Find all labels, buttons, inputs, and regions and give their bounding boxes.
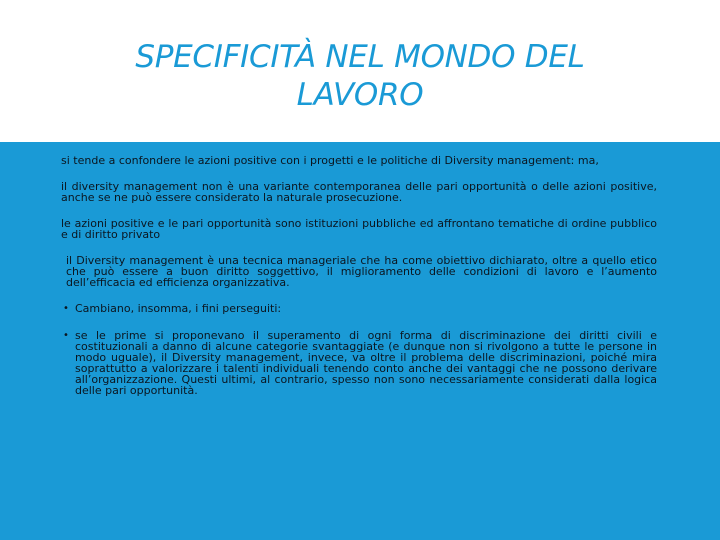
- body-paragraph: si tende a confondere le azioni positive con i progetti e le politiche di Diversity management: ma,: [61, 154, 599, 167]
- bullet-icon: •: [63, 330, 69, 341]
- body-paragraph: il Diversity management è una tecnica manageriale che ha come obiettivo dichiarato, oltre a quello etico che può essere a buon diritto soggettivo, il miglioramento delle condizioni di lavoro e l’aumento dell’efficacia ed efficienza organizzativa.: [66, 254, 657, 289]
- slide-title: [60, 38, 660, 114]
- list-item: [61, 303, 657, 314]
- slide-title-line-2: LAVORO: [296, 77, 424, 113]
- body-paragraph: il diversity management non è una variante contemporanea delle pari opportunità o delle azioni positive, anche se ne può essere considerato la naturale prosecuzione.: [61, 180, 657, 204]
- list-item: [61, 330, 657, 396]
- body-paragraph: le azioni positive e le pari opportunità sono istituzioni pubbliche ed affrontano tematiche di ordine pubblico e di diritto privato: [61, 217, 657, 241]
- bullet-text: se le prime si proponevano il superamento di ogni forma di discriminazione dei diritti civili e costituzionali a danno di alcune categorie svantaggiate (e dunque non si rivolgono a tutte le persone in modo uguale), il Diversity management, invece, va oltre il problema delle discriminazioni, poiché mira soprattutto a valorizzare i talenti individuali tenendo conto anche dei vantaggi che ne possono derivare all’organizzazione. Questi ultimi, al contrario, spesso non sono necessariamente considerati dalla logica delle pari opportunità.: [75, 329, 657, 397]
- slide-body: [61, 155, 657, 412]
- slide-title-line-1: SPECIFICITÀ NEL MONDO DEL: [135, 39, 585, 75]
- bullet-text: Cambiano, insomma, i fini perseguiti:: [75, 302, 282, 315]
- bullet-icon: •: [63, 303, 69, 314]
- title-band: [0, 0, 720, 142]
- bullet-list: [61, 303, 657, 396]
